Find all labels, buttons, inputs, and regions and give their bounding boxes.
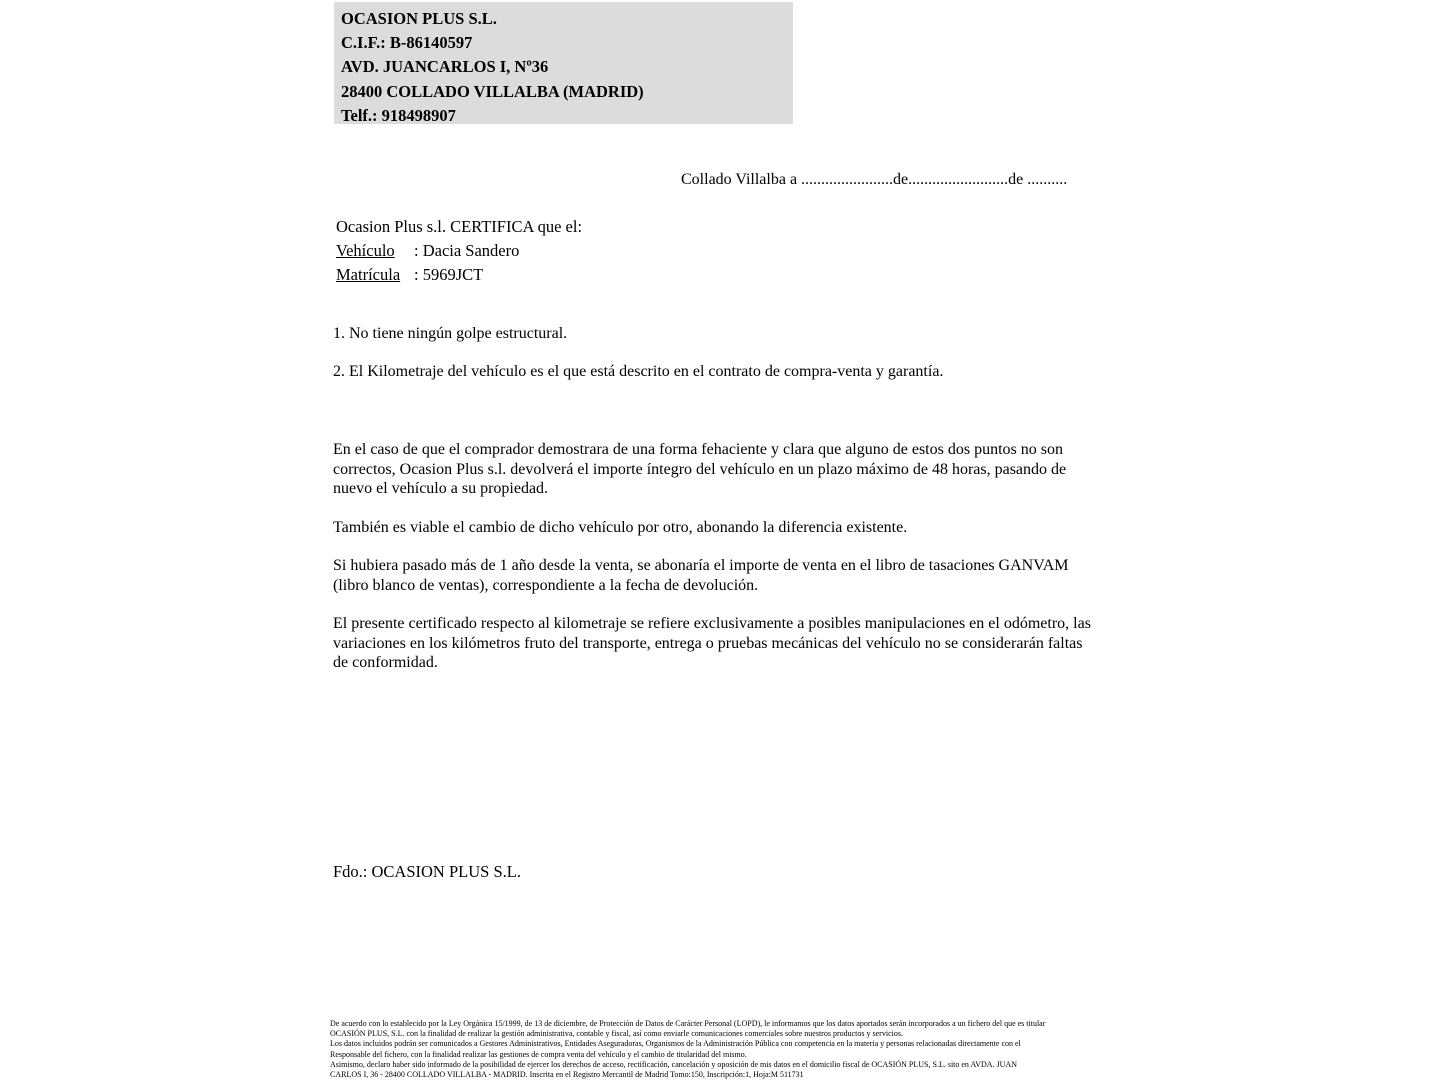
place-date-line: Collado Villalba a .......................de.........................de ..........	[681, 171, 1068, 188]
point-mileage: 2. El Kilometraje del vehículo es el que está descrito en el contrato de compra-venta y garantía.	[333, 363, 944, 380]
signature-line: Fdo.: OCASION PLUS S.L.	[333, 862, 521, 881]
certifies-intro: Ocasion Plus s.l. CERTIFICA que el:	[336, 217, 583, 236]
vehicle-value: : Dacia Sandero	[414, 241, 520, 260]
legal-line-4: Responsable del fichero, con la finalidad realizar las gestiones de compra venta del vehículo y el cambio de titularidad del mismo.	[330, 1049, 747, 1059]
legal-fine-print	[330, 1019, 1130, 1080]
vehicle-label: Vehículo	[336, 241, 395, 260]
legal-line-6: CARLOS I, 36 - 28400 COLLADO VILLALBA - MADRID. Inscrita en el Registro Mercantil de Madrid Tomo:150, Inscripción:1, Hoja:M 511731	[330, 1070, 804, 1080]
legal-line-5: Asimismo, declaro haber sido informado de la posibilidad de ejercer los derechos de acceso, rectificación, cancelación y oposición de mis datos en el domicilio fiscal de OCASIÓN PLUS, S.L. sito en AVDA. JUAN	[330, 1059, 1018, 1069]
legal-line-1: De acuerdo con lo establecido por la Ley Orgánica 15/1999, de 13 de diciembre, de Protección de Datos de Carácter Personal (LOPD), le informamos que los datos aportados serán incorporados a un fichero del que es titular	[330, 1019, 1046, 1028]
point-structural-damage: 1. No tiene ningún golpe estructural.	[333, 325, 568, 342]
plate-value: : 5969JCT	[414, 265, 484, 284]
company-address: AVD. JUANCARLOS I, Nº36	[341, 57, 549, 77]
paragraph-exchange-option: También es viable el cambio de dicho vehículo por otro, abonando la diferencia existente.	[333, 518, 908, 536]
certified-points	[333, 324, 1103, 400]
paragraph-mileage-disclaimer: El presente certificado respecto al kilometraje se refiere exclusivamente a posibles manipulaciones en el odómetro, las variaciones en los kilómetros fruto del transporte, entrega o pruebas mecánicas del vehículo no se considerarán faltas de conformidad.	[333, 615, 1091, 671]
legal-line-3: Los datos incluidos podrán ser comunicados a Gestores Administrativos, Entidades Aseguradoras, Organismos de la Administración Pública con competencia en la materia y personas relacionadas directamente con el	[330, 1039, 1021, 1049]
terms-paragraphs	[333, 440, 1099, 692]
company-city: 28400 COLLADO VILLALBA (MADRID)	[341, 81, 644, 101]
company-name: OCASION PLUS S.L.	[341, 9, 497, 28]
plate-label: Matrícula	[336, 265, 401, 284]
paragraph-ganvam-valuation: Si hubiera pasado más de 1 año desde la venta, se abonaría el importe de venta en el libro de tasaciones GANVAM (libro blanco de ventas), correspondiente a la fecha de devolución.	[333, 557, 1069, 594]
paragraph-refund-terms: En el caso de que el comprador demostrara de una forma fehaciente y clara que alguno de estos dos puntos no son correctos, Ocasion Plus s.l. devolverá el importe íntegro del vehículo en un plazo máximo de 48 horas, pasando de nuevo el vehículo a su propiedad.	[333, 441, 1067, 497]
company-cif: C.I.F.: B-86140597	[341, 33, 473, 53]
plate-row	[336, 263, 582, 287]
legal-line-2: OCASIÓN PLUS, S.L. con la finalidad de realizar la gestión administrativa, contable y fiscal, así como enviarle comunicaciones comerciales sobre nuestros productos y servicios.	[330, 1029, 903, 1039]
company-phone: Telf.: 918498907	[341, 105, 456, 125]
vehicle-row	[336, 239, 582, 263]
company-header-box	[334, 2, 793, 124]
certificate-block	[336, 215, 582, 287]
